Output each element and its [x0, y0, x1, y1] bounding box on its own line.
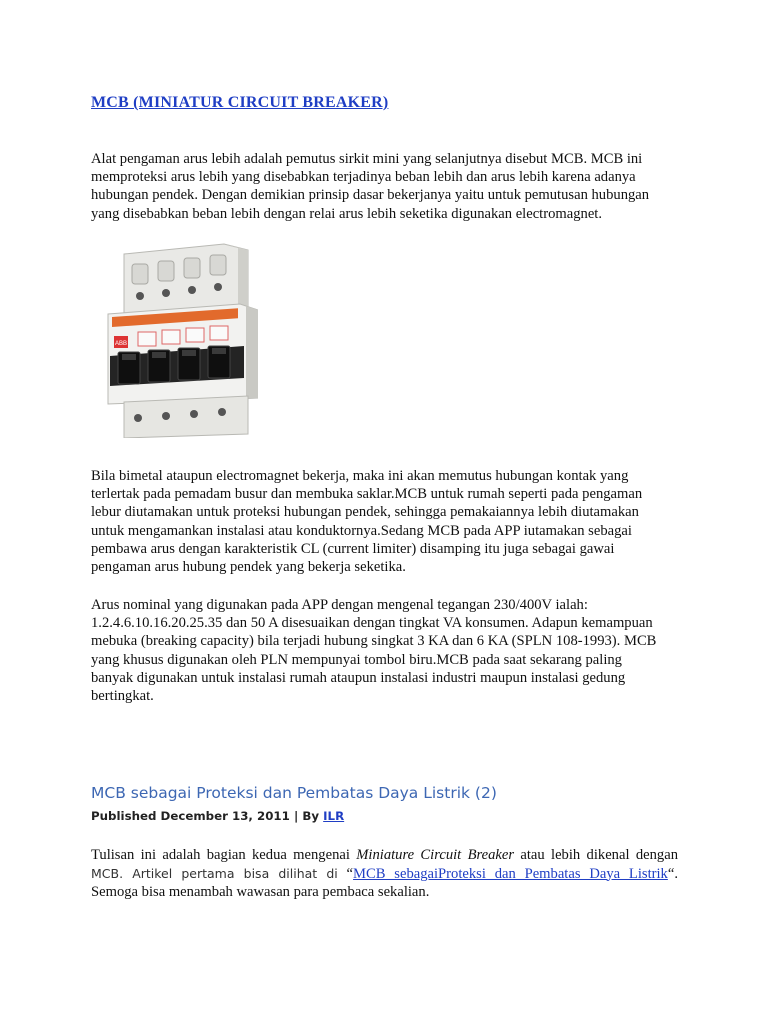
text-line: pembawa arus dengan karakteristik CL (current limiter) disamping itu juga sebagai gawai [91, 540, 615, 557]
text-segment: Tulisan ini adalah bagian kedua mengenai [91, 847, 357, 863]
article-title-link[interactable]: MCB (MINIATUR CIRCUIT BREAKER) [91, 94, 389, 111]
text-line: banyak digunakan untuk instalasi rumah ataupun instalasi industri maupun instalasi gedung [91, 669, 626, 686]
text-line: bertingkat. [91, 688, 154, 705]
quote-close: “. [667, 865, 678, 882]
text-line: yang khusus digunakan oleh PLN mempunyai tombol biru.MCB pada saat sekarang paling [91, 651, 622, 668]
author-link[interactable]: ILR [323, 809, 345, 823]
text-line: memproteksi arus lebih yang disebabkan terjadinya beban lebih dan arus lebih karena adanya [91, 169, 636, 186]
text-line: mebuka (breaking capacity) bila terjadi hubung singkat 3 KA dan 6 KA (SPLN 108-1993). MCB [91, 633, 657, 650]
published-date: Published December 13, 2011 | By [91, 809, 324, 823]
text-segment: MCB. Artikel pertama bisa dilihat di [91, 865, 338, 881]
bimetal-paragraph [91, 467, 685, 576]
first-article-link[interactable]: MCB sebagaiProteksi dan Pembatas Daya Listrik [353, 865, 668, 882]
text-line: pengaman arus hubung pendek yang bekerja seketika. [91, 559, 406, 576]
text-line: Bila bimetal ataupun electromagnet bekerja, maka ini akan memutus hubungan kontak yang [91, 468, 629, 484]
text-line: lebur diutamakan untuk proteksi hubungan pendek, sehingga pemakaiannya lebih diutamakan [91, 504, 639, 521]
brand-text: ABB [115, 341, 128, 347]
nominal-current-paragraph [91, 596, 685, 705]
intro-paragraph [91, 150, 685, 223]
text-line: untuk mengamankan instalasi atau konduktornya.Sedang MCB pada APP iutamakan sebagai [91, 522, 632, 539]
text-line: 1.2.4.6.10.16.20.25.35 dan 50 A disesuaikan dengan tingkat VA konsumen. Adapun kemampuan [91, 615, 653, 632]
emphasis-text: Miniature Circuit Breaker [356, 847, 515, 863]
text-line [91, 865, 678, 884]
text-segment: atau lebih dikenal dengan [514, 847, 678, 863]
post-intro-paragraph [91, 846, 678, 902]
text-line: terlertak pada pemadam busur dan membuka saklar.MCB untuk rumah seperti pada pengaman [91, 486, 643, 503]
text-line: Arus nominal yang digunakan pada APP dengan mengenal tegangan 230/400V ialah: [91, 597, 588, 613]
post-title: MCB sebagai Proteksi dan Pembatas Daya Listrik (2) [91, 784, 497, 802]
text-line: Alat pengaman arus lebih adalah pemutus sirkit mini yang selanjutnya disebut MCB. MCB ini [91, 151, 643, 167]
text-line: yang disebabkan beban lebih dengan relai arus lebih seketika digunakan electromagnet. [91, 205, 602, 222]
post-meta [91, 809, 344, 823]
text-line [91, 846, 678, 865]
text-line: hubungan pendek. Dengan demikian prinsip dasar bekerjanya yaitu untuk pemutusan hubungan [91, 187, 650, 204]
mcb-breaker-image [98, 238, 258, 438]
mcb-breaker-illustration [98, 238, 258, 438]
text-line: Semoga bisa menambah wawasan para pembaca sekalian. [91, 884, 430, 901]
quote-open: “ [337, 865, 354, 882]
